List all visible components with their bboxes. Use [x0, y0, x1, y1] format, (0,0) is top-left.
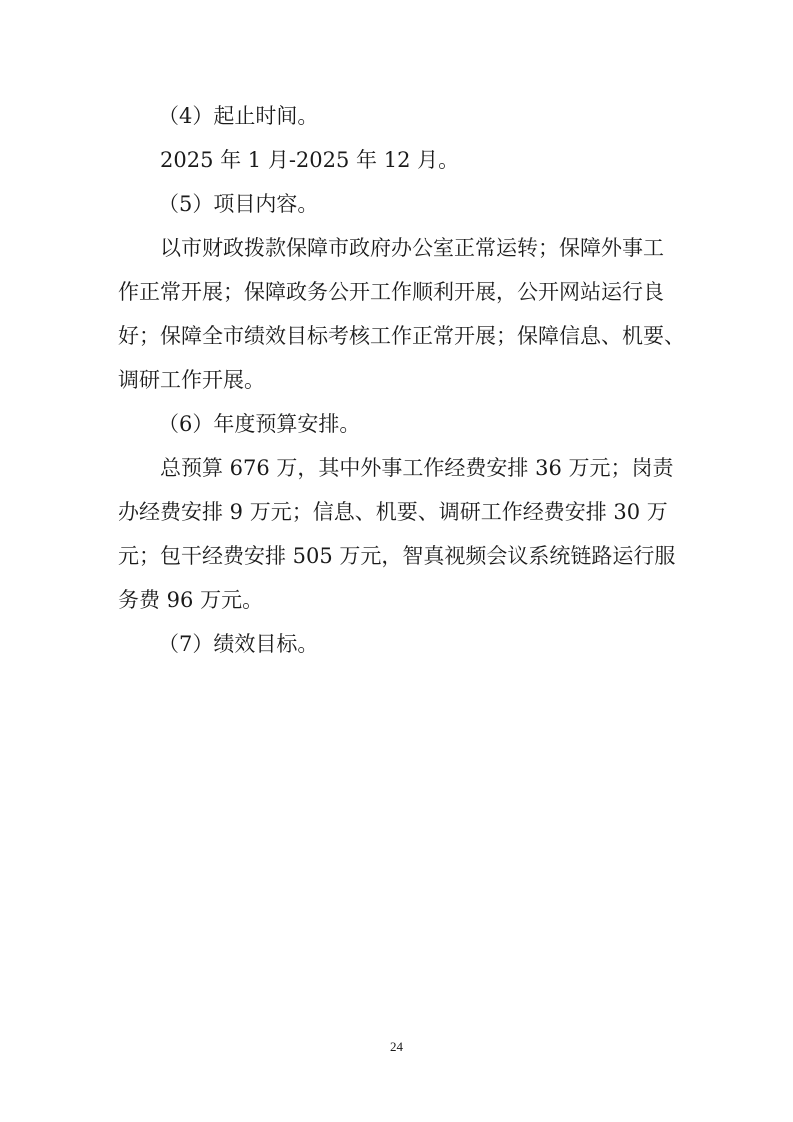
paragraph-line: 总预算 676 万，其中外事工作经费安排 36 万元；岗责	[160, 456, 674, 480]
paragraph-line: 调研工作开展。	[118, 368, 265, 392]
section-heading-project-content: （5）项目内容。	[158, 192, 319, 216]
paragraph-line: 务费 96 万元。	[118, 588, 264, 612]
date-range-text: 2025 年 1 月-2025 年 12 月。	[160, 148, 460, 172]
paragraph-line: 作正常开展；保障政务公开工作顺利开展，公开网站运行良	[118, 280, 664, 304]
paragraph-line: 以市财政拨款保障市政府办公室正常运转；保障外事工	[160, 236, 664, 260]
paragraph-line: 元；包干经费安排 505 万元，智真视频会议系统链路运行服	[118, 544, 676, 568]
paragraph-line: 办经费安排 9 万元；信息、机要、调研工作经费安排 30 万	[118, 500, 668, 524]
section-heading-annual-budget: （6）年度预算安排。	[158, 412, 361, 436]
page-number: 24	[390, 1039, 403, 1054]
paragraph-line: 好；保障全市绩效目标考核工作正常开展；保障信息、机要、	[118, 324, 685, 348]
section-heading-performance-goals: （7）绩效目标。	[158, 632, 319, 656]
section-heading-start-end-time: （4）起止时间。	[158, 104, 319, 128]
